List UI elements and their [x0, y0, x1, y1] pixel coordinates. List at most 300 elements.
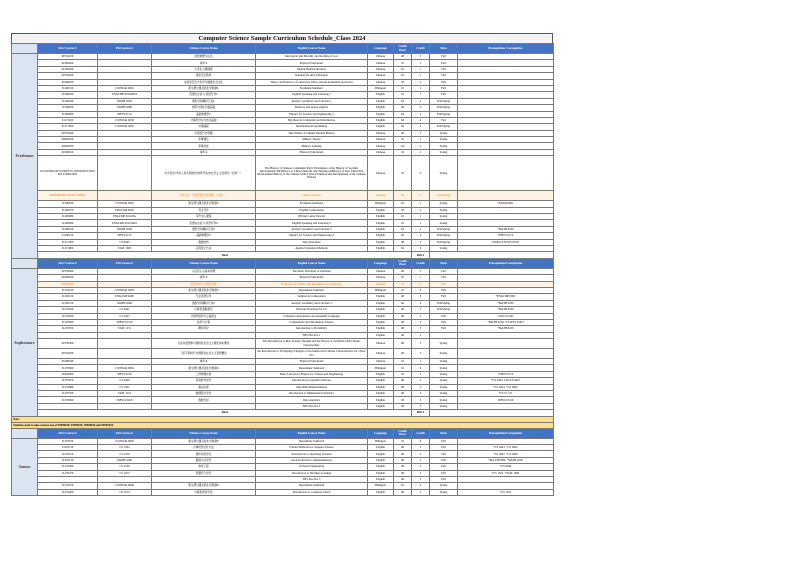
- credit-hour: 32: [394, 207, 412, 213]
- course-language: Chinese: [368, 359, 394, 365]
- course-language: Chinese: [368, 149, 394, 155]
- credit-hour: 32: [394, 156, 412, 191]
- chinese-course-name: 计算机视觉导论: [152, 489, 256, 495]
- course-language: English: [368, 384, 394, 390]
- credit: 3: [412, 339, 430, 349]
- course-term: Spring: [430, 378, 458, 384]
- chinese-course-name: 计算机导论与技术基础: [152, 117, 256, 123]
- chinese-course-name: 软件工程: [152, 464, 256, 470]
- pitt-course-number: CS/ENGR 0401: [98, 124, 152, 130]
- header-row: [12, 258, 554, 268]
- course-term: Spring: [430, 156, 458, 191]
- course-language: Chinese: [368, 130, 394, 136]
- sgu-course-number: 31271300: [38, 239, 98, 245]
- credit: 3: [412, 105, 430, 111]
- course-row: [12, 191, 554, 201]
- chinese-course-name: 体育-2: [152, 149, 256, 155]
- pitt-course-number: CS/ENGR 0001: [98, 85, 152, 91]
- course-language: English: [368, 470, 394, 476]
- english-course-name: Military Theory: [256, 137, 368, 143]
- course-row: [12, 349, 554, 359]
- course-term: Fall: [430, 444, 458, 450]
- sgu-course-number: 99900020: [38, 281, 98, 287]
- credit-hour: 32: [394, 149, 412, 155]
- sgu-course-number: 31270020: [38, 313, 98, 319]
- credit-hour: 48: [394, 313, 412, 319]
- credit-hour: 64: [394, 98, 412, 104]
- prerequisites: [458, 156, 554, 191]
- chinese-course-name: 计算机形式化方法: [152, 444, 256, 450]
- sgu-course-number: 31270700: [38, 391, 98, 397]
- course-language: English: [368, 378, 394, 384]
- credit-hour: 48: [394, 332, 412, 338]
- credit-hour: 48: [394, 457, 412, 463]
- pitt-course-number: CS/ENGR 0002: [98, 201, 152, 207]
- pitt-course-number: CS 1501: [98, 384, 152, 390]
- course-term: Fall: [430, 313, 458, 319]
- credit: 3: [412, 489, 430, 495]
- course-row: [12, 156, 554, 191]
- credit: 1: [412, 214, 430, 220]
- course-language: English: [368, 117, 394, 123]
- english-course-name: Chinese Culture: [256, 191, 368, 201]
- sgu-course-number: 31271100: [38, 117, 98, 123]
- course-language: Chinese: [368, 143, 394, 149]
- chinese-course-name: 矩阵与线性代数基础: [152, 105, 256, 111]
- credit-hour: 16: [394, 214, 412, 220]
- english-course-name: Analytic Geometry and Calculus 2: [256, 226, 368, 232]
- course-language: English: [368, 489, 394, 495]
- credit-hour: 64: [394, 226, 412, 232]
- course-term: Fall/Spring: [430, 226, 458, 232]
- course-term: Fall: [430, 294, 458, 300]
- english-course-name: English Composition: [256, 207, 368, 213]
- pitt-course-number: MATH 0240: [98, 300, 152, 306]
- chinese-course-name: 概率导论: [152, 326, 256, 332]
- sgu-course-number: 31270030: [38, 307, 98, 313]
- total-label: Total: [38, 252, 412, 258]
- sheet-title: Computer Science Sample Curriculum Schedule_Class 2024: [11, 33, 553, 43]
- sgu-course-number: 31200130: [38, 300, 98, 306]
- course-language: English: [368, 326, 394, 332]
- chinese-course-name: 思想道德与法治: [152, 54, 256, 60]
- credit-hour: 32: [394, 79, 412, 85]
- prerequisites: *MATH 0230: [458, 300, 554, 306]
- chinese-course-name: 新生研讨课及新生导航课1: [152, 85, 256, 91]
- credit-hour: 48: [394, 378, 412, 384]
- english-course-name: Mental Health Education: [256, 66, 368, 72]
- credit: 2: [412, 156, 430, 191]
- credit-hour: 16: [394, 201, 412, 207]
- chinese-course-name: 计算机离散数学: [152, 307, 256, 313]
- course-term: Fall: [430, 85, 458, 91]
- credit: 3: [412, 451, 430, 457]
- course-language: Chinese: [368, 349, 394, 359]
- pitt-course-number: STAT 1151: [98, 326, 152, 332]
- credit-hour: 32: [394, 191, 412, 201]
- course-term: Fall: [430, 319, 458, 325]
- chinese-course-name: 基础物理学2: [152, 233, 256, 239]
- course-language: English: [368, 300, 394, 306]
- credit-hour: 48: [394, 268, 412, 274]
- credit: 4: [412, 245, 430, 251]
- course-term: Spring: [430, 371, 458, 377]
- credit: 3: [412, 326, 430, 332]
- credit-hour: 48: [394, 489, 412, 495]
- chinese-course-name: 科学技术与文明的进展: [152, 281, 256, 287]
- total-credit: 60/0.2: [412, 410, 430, 416]
- course-term: Fall: [430, 451, 458, 457]
- course-term: Spring: [430, 403, 458, 409]
- credit: 3: [412, 476, 430, 482]
- pitt-course-number: STAT 1152: [98, 391, 152, 397]
- prerequisites: *ENGR 0001: [458, 201, 554, 207]
- pitt-course-number: CS 1530: [98, 464, 152, 470]
- english-course-name: Algorithm Implementation: [256, 384, 368, 390]
- sgu-course-number: 31270060: [38, 365, 98, 371]
- sgu-course-number: 31270100: [38, 483, 98, 489]
- chinese-course-name: 操作系统导论: [152, 451, 256, 457]
- english-course-name: Computer Organization and Assembly Language: [256, 313, 368, 319]
- course-language: Chinese: [368, 268, 394, 274]
- credit: 2: [412, 191, 430, 201]
- credit: 1: [412, 60, 430, 66]
- sgu-course-number: 90750400: [38, 130, 98, 136]
- header-credit: Credit: [412, 428, 430, 438]
- header-pitt: Pitt Course #: [98, 258, 152, 268]
- chinese-course-name: 中级编程: [152, 124, 256, 130]
- course-language: English: [368, 319, 394, 325]
- chinese-course-name: 英语综合能力-英语写作2: [152, 220, 256, 226]
- credit: 3: [412, 349, 430, 359]
- credit: 3: [412, 130, 430, 136]
- credit: 1: [412, 85, 430, 91]
- prerequisites: CS0/CS 0445: [458, 313, 554, 319]
- note-label: Note:: [12, 416, 554, 422]
- credit-hour: 48: [394, 294, 412, 300]
- sgu-course-number: 31200120: [38, 294, 98, 300]
- credit: 1: [412, 220, 430, 226]
- credit: 3: [412, 307, 430, 313]
- chinese-course-name: 军事理论: [152, 137, 256, 143]
- credit-hour: 16: [394, 220, 412, 226]
- credit: 2: [412, 207, 430, 213]
- credit: 0: [412, 365, 430, 371]
- english-course-name: Physical Education2: [256, 149, 368, 155]
- prerequisites: *CS T1 151: [458, 391, 554, 397]
- prerequisites: *MATH 0230: [458, 326, 554, 332]
- credit-hour: 16: [394, 438, 412, 444]
- header-sgu: SGU Course #: [38, 44, 98, 54]
- course-term: Fall: [430, 60, 458, 66]
- english-course-name: English Speaking and Listening 1: [256, 92, 368, 98]
- header-language: Language: [368, 258, 394, 268]
- course-term: Fall: [430, 79, 458, 85]
- credit: 3: [412, 313, 430, 319]
- pitt-course-number: CS 0447: [98, 313, 152, 319]
- curriculum-table: [11, 43, 554, 496]
- english-course-name: Big Ideas in Computing and Information: [256, 117, 368, 123]
- english-course-name: Physical Education4: [256, 359, 368, 365]
- english-course-name: Analytic Geometry and Calculus 3: [256, 300, 368, 306]
- curriculum-sheet: [11, 33, 553, 496]
- header-language: Language: [368, 428, 394, 438]
- course-language: English: [368, 245, 394, 251]
- course-term: Fall: [430, 54, 458, 60]
- credit-hour: 32: [394, 371, 412, 377]
- pitt-course-number: CS 0441: [98, 307, 152, 313]
- credit-hour: 32: [394, 60, 412, 66]
- course-term: Fall: [430, 281, 458, 287]
- prerequisites: INFSCI 0310: [458, 397, 554, 403]
- sgu-course-number: 31270200: [38, 464, 98, 470]
- course-term: Fall: [430, 457, 458, 463]
- sgu-course-number: 31200090: [38, 220, 98, 226]
- course-term: Spring: [430, 207, 458, 213]
- credit: 4: [412, 233, 430, 239]
- credit: 3: [412, 332, 430, 338]
- sgu-course-number: 91900040: [38, 359, 98, 365]
- course-term: Spring: [430, 397, 458, 403]
- course-language: Chinese: [368, 60, 394, 66]
- credit-hour: 48: [394, 451, 412, 457]
- header-prereq: Prerequisites /Corequisites: [458, 44, 554, 54]
- course-term: Fall: [430, 476, 458, 482]
- credit-hour: 48: [394, 130, 412, 136]
- course-term: Spring: [430, 149, 458, 155]
- english-course-name: Ideological and Morality and the Rule of Law: [256, 54, 368, 60]
- course-language: English: [368, 371, 394, 377]
- course-term: Fall: [430, 73, 458, 79]
- english-course-name: An Introduction to Implementation: [256, 457, 368, 463]
- chinese-course-name: 数据结构: [152, 239, 256, 245]
- course-language: English: [368, 220, 394, 226]
- english-course-name: Freshman Seminar2: [256, 201, 368, 207]
- header-cn-name: Chinese Course Name: [152, 428, 256, 438]
- course-language: Chinese: [368, 54, 394, 60]
- course-language: English: [368, 111, 394, 117]
- credit-hour: 48: [394, 349, 412, 359]
- course-language: English: [368, 233, 394, 239]
- english-course-name: HSS Elective 2: [256, 403, 368, 409]
- english-course-name: HSS Elective 1: [256, 332, 368, 338]
- credit: 2: [412, 281, 430, 287]
- credit: 1: [412, 73, 430, 79]
- english-course-name: Department Seminar2: [256, 365, 368, 371]
- credit: 3: [412, 378, 430, 384]
- sgu-course-number: 31200070: [38, 207, 98, 213]
- sophomore-year-label: Sophomore: [12, 268, 38, 416]
- header-cn-name: Chinese Course Name: [152, 44, 256, 54]
- credit: 3: [412, 470, 430, 476]
- course-language: Chinese: [368, 73, 394, 79]
- chinese-course-name: 应用统计方法: [152, 245, 256, 251]
- chinese-course-name: 新生研讨课及新生导航课6: [152, 483, 256, 489]
- header-en-name: English Course Name: [256, 428, 368, 438]
- sgu-course-number: 91900030: [38, 275, 98, 281]
- credit: 4: [412, 226, 430, 232]
- course-term: Spring: [430, 489, 458, 495]
- chinese-course-name: 数据分析: [152, 397, 256, 403]
- sgu-course-number: 31270070: [38, 378, 98, 384]
- freshman-year-label: Freshman: [12, 54, 38, 259]
- english-course-name: Military Training: [256, 143, 368, 149]
- course-language: Bilingual: [368, 287, 394, 293]
- pitt-course-number: ENGCMP 0011/0610: [98, 220, 152, 226]
- pitt-course-number: PHYS 0219: [98, 371, 152, 377]
- course-term: Spring: [430, 143, 458, 149]
- pitt-course-number: ENGCMP 0002: [98, 207, 152, 213]
- english-course-name: Matrices and Linear Algebra: [256, 105, 368, 111]
- course-language: English: [368, 294, 394, 300]
- pitt-course-number: [98, 191, 152, 201]
- pitt-course-number: CS/ENGR 0004: [98, 365, 152, 371]
- pitt-course-number: [98, 339, 152, 349]
- course-language: English: [368, 444, 394, 450]
- english-course-name: Writing Center Tutorial: [256, 214, 368, 220]
- credit: 4: [412, 300, 430, 306]
- credit: 4: [412, 117, 430, 123]
- english-course-name: Data Structures: [256, 239, 368, 245]
- course-language: Bilingual: [368, 85, 394, 91]
- credit-hour: 32: [394, 281, 412, 287]
- course-term: Fall/Spring: [430, 300, 458, 306]
- english-course-name: Introduction to Mathematical Statistics: [256, 391, 368, 397]
- english-course-name: The Introduction to Mao Zedong Thought and the Theory of Socialism with Chinese Characteristic: [256, 339, 368, 349]
- credit: 4: [412, 124, 430, 130]
- sgu-course-number: 91900020: [38, 79, 98, 85]
- credit: 2: [412, 143, 430, 149]
- english-course-name: Intermediate Programming: [256, 124, 368, 130]
- chinese-course-name: 写作中心课程: [152, 214, 256, 220]
- credit-hour: 64: [394, 124, 412, 130]
- course-term: Spring: [430, 384, 458, 390]
- prerequisites: *MATH 0220, *CS/PYS 0101I: [458, 319, 554, 325]
- credit: 0: [412, 483, 430, 489]
- header-term: Term: [430, 428, 458, 438]
- sgu-course-number: 31270130: [38, 457, 98, 463]
- course-term: Fall/Spring: [430, 191, 458, 201]
- english-course-name: Basic Laboratory Physics for Science and Engineering: [256, 371, 368, 377]
- credit: 3: [412, 319, 430, 325]
- prerequisites: *ENGCMP 0002: [458, 294, 554, 300]
- course-term: Spring: [430, 483, 458, 489]
- english-course-name: Introduction to Systems Software: [256, 378, 368, 384]
- chinese-course-name: 军事技能: [152, 143, 256, 149]
- chinese-course-name: 数值方法导论: [152, 457, 256, 463]
- english-course-name: Freshman Seminar1: [256, 85, 368, 91]
- sgu-course-number: 31200110: [38, 233, 98, 239]
- note-text: Students need to take at least one of 99900020, 99900020, 99900020 and 99901020.: [12, 422, 554, 428]
- course-language: English: [368, 403, 394, 409]
- credit-hour: 112: [394, 143, 412, 149]
- chinese-course-name: 英文写作: [152, 207, 256, 213]
- credit-hour: 48: [394, 391, 412, 397]
- course-term: Fall: [430, 470, 458, 476]
- course-language: English: [368, 98, 394, 104]
- course-language: English: [368, 451, 394, 457]
- header-credit-hour: Credit Hour: [394, 258, 412, 268]
- credit: 2: [412, 79, 430, 85]
- sgu-course-number: 31200040: [38, 98, 98, 104]
- sgu-course-number: 99900000 009 020 09/ 269020: [38, 191, 98, 201]
- sgu-course-number: 31271900: [38, 245, 98, 251]
- sgu-course-number: 31200080: [38, 214, 98, 220]
- sgu-course-number: 31270080: [38, 384, 98, 390]
- credit-hour: 48: [394, 476, 412, 482]
- course-language: Chinese: [368, 275, 394, 281]
- sgu-course-number: 90744700: [38, 349, 98, 359]
- sgu-course-number: 31270010: [38, 287, 98, 293]
- course-term: Spring: [430, 130, 458, 136]
- course-row: [12, 339, 554, 349]
- chinese-course-name: 马克思主义基本原理: [152, 268, 256, 274]
- english-course-name: The Outline of Chinese Modern History: [256, 130, 368, 136]
- course-term: Fall: [430, 117, 458, 123]
- chinese-course-name: 微积分和解析几何3: [152, 300, 256, 306]
- english-course-name: Department Seminar4: [256, 483, 368, 489]
- sgu-course-number: 31200010: [38, 85, 98, 91]
- header-term: Term: [430, 258, 458, 268]
- chinese-course-name: 实验室安全与化学与健康生态文化: [152, 79, 256, 85]
- course-term: Fall: [430, 287, 458, 293]
- header-prereq: Prerequisites/Corequisites: [458, 428, 554, 438]
- header-language: Language: [368, 44, 394, 54]
- course-language: English: [368, 307, 394, 313]
- english-course-name: The Basic Principles of Marxism: [256, 268, 368, 274]
- course-term: Spring: [430, 201, 458, 207]
- year-spacer: [12, 44, 38, 54]
- pitt-course-number: PHYS 0175: [98, 233, 152, 239]
- credit: 2: [412, 371, 430, 377]
- header-credit: Credit: [412, 258, 430, 268]
- header-cn-name: Chinese Course Name: [152, 258, 256, 268]
- credit: 3: [412, 397, 430, 403]
- credit-hour: 16: [394, 73, 412, 79]
- course-language: English: [368, 476, 394, 482]
- header-pitt: Pitt Course #: [98, 428, 152, 438]
- course-language: English: [368, 124, 394, 130]
- chinese-course-name: 毛泽东思想和中国特色社会主义理论体系概论: [152, 339, 256, 349]
- english-course-name: Physics for Science and Engineering 1: [256, 111, 368, 117]
- course-term: Spring: [430, 349, 458, 359]
- header-pitt: Pitt Course #: [98, 44, 152, 54]
- english-course-name: Department Seminar3: [256, 438, 368, 444]
- course-language: English: [368, 332, 394, 338]
- english-course-name: National Security Education: [256, 73, 368, 79]
- chinese-course-name: 新生研讨课及新生导航课5: [152, 438, 256, 444]
- credit-hour: 64: [394, 245, 412, 251]
- english-course-name: Introduction to Computer Vision: [256, 489, 368, 495]
- sgu-course-number: 31270120: [38, 451, 98, 457]
- header-en-name: English Course Name: [256, 258, 368, 268]
- pitt-course-number: PHYS 0174: [98, 111, 152, 117]
- credit-hour: 48: [394, 470, 412, 476]
- chinese-course-name: 中共党史/中华人民共和国史/改革开放史/社会主义发展史（四选一）: [152, 156, 256, 191]
- year-spacer: [12, 428, 38, 438]
- credit-hour: 64: [394, 111, 412, 117]
- credit-hour: 64: [394, 233, 412, 239]
- credit-hour: 16: [394, 85, 412, 91]
- pitt-course-number: STAT 1000: [98, 245, 152, 251]
- course-language: English: [368, 226, 394, 232]
- credit-hour: 16: [394, 483, 412, 489]
- course-term: Fall/Spring: [430, 105, 458, 111]
- sgu-course-number: 31200050: [38, 105, 98, 111]
- chinese-course-name: 微积分和解析几何2: [152, 226, 256, 232]
- course-language: Chinese: [368, 281, 394, 287]
- course-language: Bilingual: [368, 365, 394, 371]
